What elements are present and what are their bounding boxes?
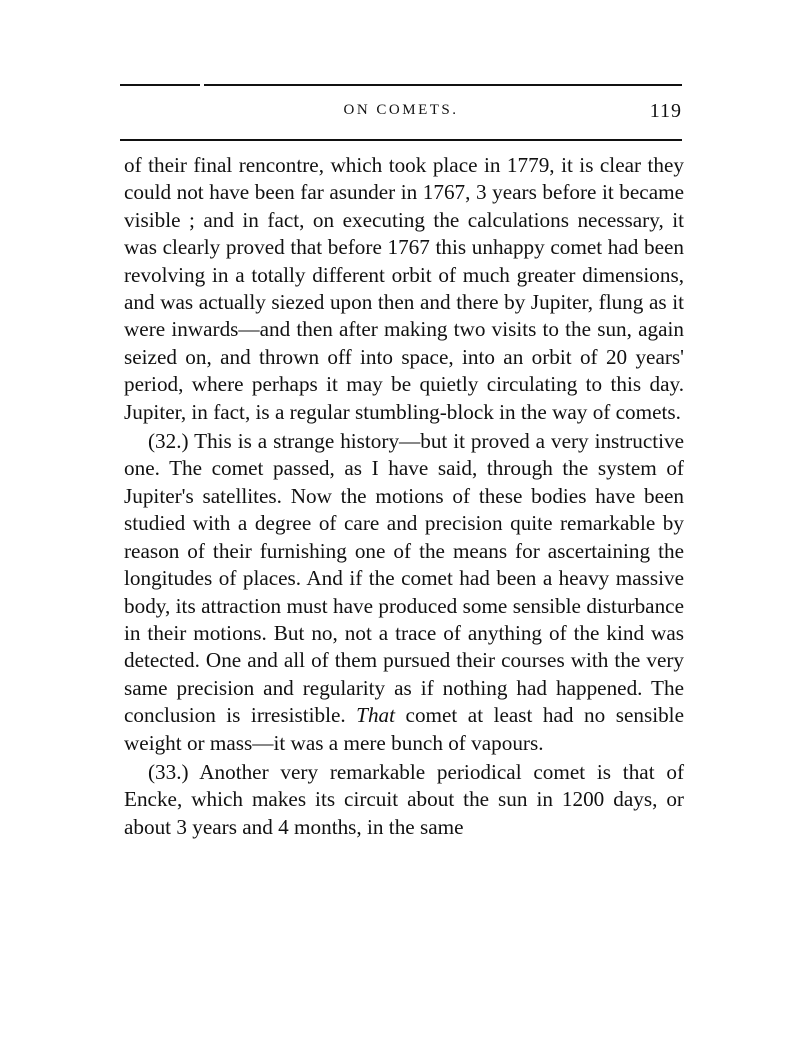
running-head [120, 100, 682, 128]
paragraph-33: (33.) Another very remarkable periodical comet is that of Encke, which makes its circuit about the sun in 1200 days, or about 3 years and 4 months, in the same [124, 759, 684, 839]
body-text [124, 152, 684, 841]
paragraph-32 [124, 428, 684, 757]
italic-emphasis: That [356, 703, 396, 728]
page-number: 119 [649, 100, 682, 122]
paragraph-32-text-end: comet at least had no sensible weight or mass—it was a mere bunch of vapours. [124, 703, 684, 755]
running-title: ON COMETS. [343, 102, 459, 118]
header-rule-bottom [120, 139, 682, 141]
header-rule-top-right [204, 84, 682, 86]
paragraph-32-text-start: (32.) This is a strange history—but it proved a very instructive one. The comet passed, as I have said, through the system of Jupiter's satellites. Now the motions of these bodies have been studied with a degree of care and precision quite remarkable by reason of their furnishing one of the means for ascertaining the longitudes of places. And if the comet had been a heavy massive body, its attraction must have produced some sensible disturbance in their motions. But no, not a trace of anything of the kind was detected. One and all of them pursued their courses with the very same precision and regularity as if nothing had happened. The conclusion is irresistible. [124, 429, 684, 728]
header-rule-top-left [120, 84, 200, 86]
paragraph-continuation: of their final rencontre, which took place in 1779, it is clear they could not have been far asunder in 1767, 3 years before it became visible ; and in fact, on executing the calculations necessary, it was clearly proved that before 1767 this unhappy comet had been revolving in a totally different orbit of much greater dimensions, and was actually siezed upon then and there by Jupiter, flung as it were inwards—and then after making two visits to the sun, again seized on, and thrown off into space, into an orbit of 20 years' period, where perhaps it may be quietly circulating to this day. Jupiter, in fact, is a regular stumbling-block in the way of comets. [124, 153, 684, 424]
